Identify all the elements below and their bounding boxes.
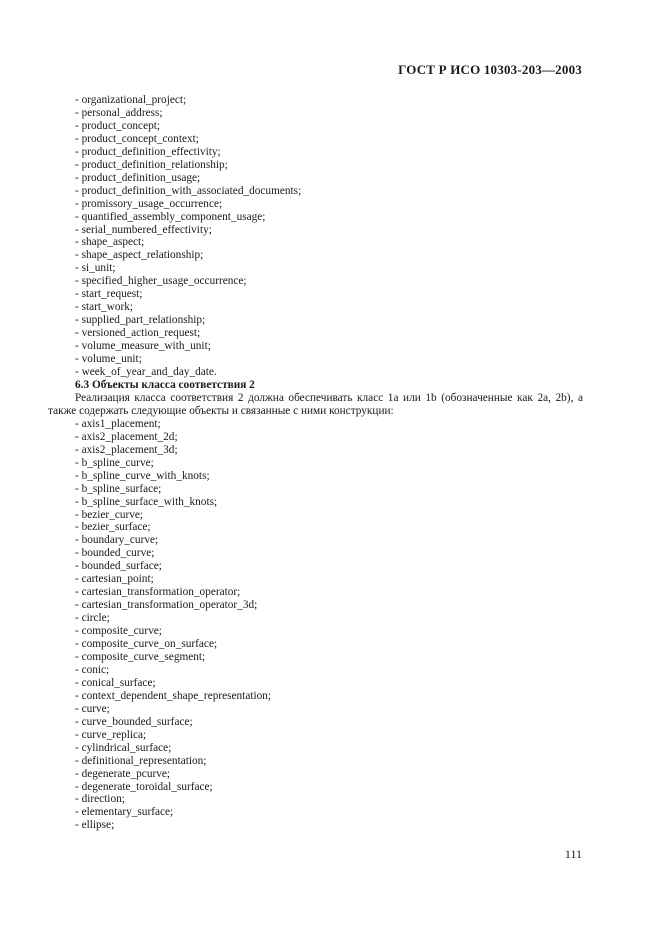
- list-item: - curve;: [75, 702, 110, 715]
- entity-list-continued: [48, 94, 583, 379]
- list-item: - bounded_curve;: [75, 547, 155, 560]
- entity-list-class-2: [48, 418, 583, 833]
- list-item: - serial_numbered_effectivity;: [75, 223, 212, 236]
- list-item: - si_unit;: [75, 262, 116, 275]
- list-item: - specified_higher_usage_occurrence;: [75, 275, 247, 288]
- list-item: - quantified_assembly_component_usage;: [75, 210, 266, 223]
- list-item: - bezier_surface;: [75, 521, 151, 534]
- list-item: - composite_curve_on_surface;: [75, 638, 218, 651]
- list-item: - cartesian_transformation_operator;: [75, 586, 241, 599]
- list-item: - b_spline_curve_with_knots;: [75, 469, 210, 482]
- list-item: - start_work;: [75, 301, 134, 314]
- list-item: - product_definition_with_associated_documents;: [75, 184, 302, 197]
- page-number: 111: [564, 847, 582, 861]
- list-item: - shape_aspect_relationship;: [75, 249, 204, 262]
- list-item: - conic;: [75, 663, 110, 676]
- page-header: ГОСТ Р ИСО 10303-203—2003: [398, 62, 582, 77]
- list-item: - volume_measure_with_unit;: [75, 340, 211, 353]
- list-item: - curve_bounded_surface;: [75, 715, 193, 728]
- page-content: [48, 94, 583, 832]
- list-item: - shape_aspect;: [75, 236, 145, 249]
- list-item: - product_concept_context;: [75, 132, 199, 145]
- list-item: - conical_surface;: [75, 676, 156, 689]
- list-item: - organizational_project;: [75, 94, 187, 106]
- list-item: - supplied_part_relationship;: [75, 314, 206, 327]
- list-item: - personal_address;: [75, 106, 163, 119]
- list-item: - definitional_representation;: [75, 754, 207, 767]
- list-item: - product_concept;: [75, 119, 161, 132]
- list-item: - cartesian_transformation_operator_3d;: [75, 599, 258, 612]
- list-item: - promissory_usage_occurrence;: [75, 197, 223, 210]
- list-item: - elementary_surface;: [75, 806, 174, 819]
- list-item: - axis2_placement_2d;: [75, 430, 178, 443]
- list-item: - cylindrical_surface;: [75, 741, 172, 754]
- list-item: - product_definition_relationship;: [75, 158, 228, 171]
- list-item: - curve_replica;: [75, 728, 147, 741]
- list-item: - circle;: [75, 612, 110, 625]
- list-item: - bounded_surface;: [75, 560, 162, 573]
- list-item: - start_request;: [75, 288, 143, 301]
- list-item: - bezier_curve;: [75, 508, 144, 521]
- section-paragraph: Реализация класса соответствия 2 должна обеспечивать класс 1a или 1b (обозначенные как 2a, 2b), а также содержать следующие объекты и связанные с ними конструкции:: [48, 391, 583, 417]
- list-item: - composite_curve;: [75, 625, 162, 638]
- list-item: - product_definition_effectivity;: [75, 145, 221, 158]
- list-item: - week_of_year_and_day_date.: [75, 366, 217, 379]
- list-item: - b_spline_surface_with_knots;: [75, 495, 218, 508]
- list-item: - b_spline_curve;: [75, 456, 154, 469]
- list-item: - ellipse;: [75, 819, 115, 832]
- list-item: - boundary_curve;: [75, 534, 159, 547]
- list-item: - volume_unit;: [75, 353, 142, 366]
- list-item: - b_spline_surface;: [75, 482, 162, 495]
- list-item: - cartesian_point;: [75, 573, 154, 586]
- list-item: - versioned_action_request;: [75, 327, 201, 340]
- section-heading: 6.3 Объекты класса соответствия 2: [75, 378, 255, 391]
- list-item: - degenerate_toroidal_surface;: [75, 780, 213, 793]
- list-item: - product_definition_usage;: [75, 171, 201, 184]
- list-item: - axis1_placement;: [75, 417, 161, 430]
- list-item: - composite_curve_segment;: [75, 650, 206, 663]
- list-item: - axis2_placement_3d;: [75, 443, 178, 456]
- list-item: - context_dependent_shape_representation;: [75, 689, 272, 702]
- list-item: - degenerate_pcurve;: [75, 767, 171, 780]
- list-item: - direction;: [75, 793, 125, 806]
